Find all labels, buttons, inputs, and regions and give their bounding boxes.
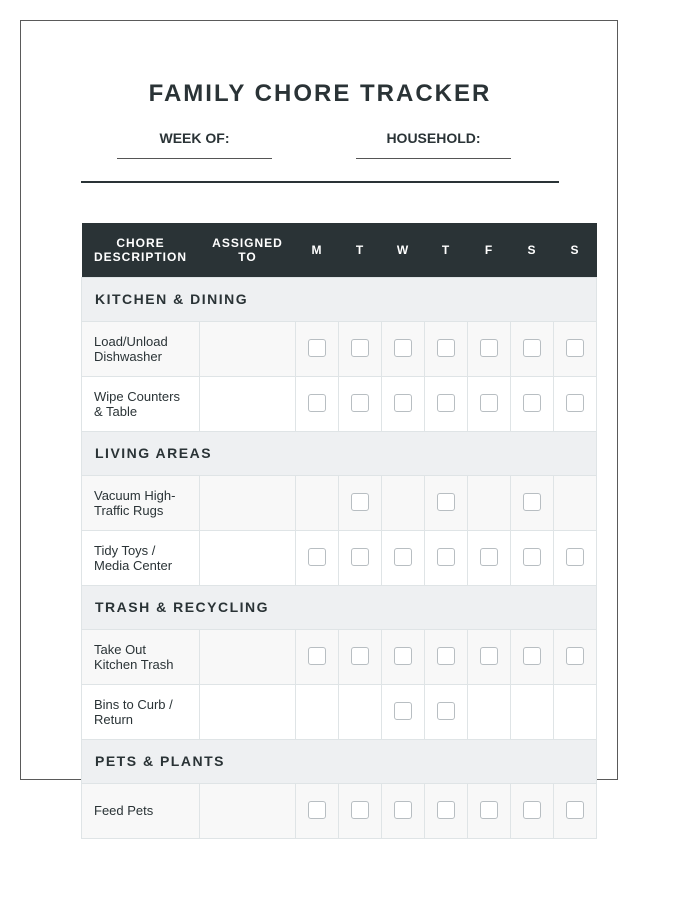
chore-label: Wipe Counters & Table	[82, 376, 200, 431]
day-cell-tue	[339, 376, 382, 431]
page-title: FAMILY CHORE TRACKER	[148, 80, 492, 107]
day-cell-fri	[468, 629, 511, 684]
section-title: LIVING AREAS	[82, 431, 597, 475]
checkbox-sun[interactable]	[566, 647, 584, 665]
column-header-mon: M	[296, 223, 339, 277]
day-cell-mon	[296, 376, 339, 431]
chore-table-body	[82, 277, 597, 838]
checkbox-thu[interactable]	[437, 702, 455, 720]
day-cell-mon	[296, 684, 339, 739]
checkbox-thu[interactable]	[437, 339, 455, 357]
day-cell-sat	[511, 684, 554, 739]
checkbox-sun[interactable]	[566, 394, 584, 412]
day-cell-fri	[468, 376, 511, 431]
day-cell-mon	[296, 475, 339, 530]
checkbox-mon[interactable]	[308, 394, 326, 412]
checkbox-tue[interactable]	[351, 647, 369, 665]
day-cell-sun	[554, 684, 597, 739]
chore-table-container	[81, 223, 597, 818]
day-cell-thu	[425, 530, 468, 585]
day-cell-sun	[554, 321, 597, 376]
checkbox-wed[interactable]	[394, 647, 412, 665]
column-header-assigned: ASSIGNED TO	[200, 223, 296, 277]
column-header-sat: S	[511, 223, 554, 277]
checkbox-sat[interactable]	[523, 493, 541, 511]
column-header-fri: F	[468, 223, 511, 277]
day-cell-thu	[425, 629, 468, 684]
checkbox-mon[interactable]	[308, 647, 326, 665]
checkbox-wed[interactable]	[394, 394, 412, 412]
checkbox-thu[interactable]	[437, 394, 455, 412]
column-header-thu: T	[425, 223, 468, 277]
chore-row	[82, 376, 597, 431]
week-of-field[interactable]	[117, 158, 272, 159]
day-cell-sat	[511, 629, 554, 684]
checkbox-fri[interactable]	[480, 801, 498, 819]
chore-row	[82, 530, 597, 585]
day-cell-fri	[468, 684, 511, 739]
day-cell-mon	[296, 321, 339, 376]
checkbox-tue[interactable]	[351, 548, 369, 566]
day-cell-fri	[468, 321, 511, 376]
household-label: HOUSEHOLD:	[386, 130, 481, 146]
assigned-to-cell[interactable]	[200, 321, 296, 376]
chore-row	[82, 475, 597, 530]
checkbox-tue[interactable]	[351, 339, 369, 357]
checkbox-fri[interactable]	[480, 339, 498, 357]
checkbox-mon[interactable]	[308, 339, 326, 357]
checkbox-sat[interactable]	[523, 801, 541, 819]
day-cell-tue	[339, 684, 382, 739]
day-cell-tue	[339, 629, 382, 684]
checkbox-thu[interactable]	[437, 548, 455, 566]
day-cell-tue	[339, 321, 382, 376]
day-cell-wed	[382, 783, 425, 838]
assigned-to-cell[interactable]	[200, 475, 296, 530]
chore-label: Take Out Kitchen Trash	[82, 629, 200, 684]
column-header-sun: S	[554, 223, 597, 277]
chore-label: Bins to Curb / Return	[82, 684, 200, 739]
day-cell-fri	[468, 783, 511, 838]
section-header-row	[82, 585, 597, 629]
checkbox-wed[interactable]	[394, 702, 412, 720]
day-cell-wed	[382, 321, 425, 376]
day-cell-mon	[296, 530, 339, 585]
checkbox-sun[interactable]	[566, 548, 584, 566]
chore-row	[82, 321, 597, 376]
day-cell-fri	[468, 530, 511, 585]
day-cell-tue	[339, 783, 382, 838]
chore-label: Vacuum High-Traffic Rugs	[82, 475, 200, 530]
column-header-wed: W	[382, 223, 425, 277]
day-cell-sun	[554, 475, 597, 530]
checkbox-thu[interactable]	[437, 647, 455, 665]
section-title: KITCHEN & DINING	[82, 277, 597, 321]
section-header-row	[82, 739, 597, 783]
section-title: PETS & PLANTS	[82, 739, 597, 783]
household-field[interactable]	[356, 158, 511, 159]
checkbox-wed[interactable]	[394, 548, 412, 566]
day-cell-mon	[296, 783, 339, 838]
day-cell-thu	[425, 783, 468, 838]
checkbox-mon[interactable]	[308, 801, 326, 819]
chore-row	[82, 783, 597, 838]
checkbox-fri[interactable]	[480, 647, 498, 665]
day-cell-thu	[425, 475, 468, 530]
table-header-row	[82, 223, 597, 277]
checkbox-fri[interactable]	[480, 548, 498, 566]
checkbox-sun[interactable]	[566, 801, 584, 819]
day-cell-wed	[382, 376, 425, 431]
day-cell-wed	[382, 629, 425, 684]
assigned-to-cell[interactable]	[200, 530, 296, 585]
checkbox-wed[interactable]	[394, 339, 412, 357]
checkbox-tue[interactable]	[351, 394, 369, 412]
chore-row	[82, 684, 597, 739]
checkbox-tue[interactable]	[351, 801, 369, 819]
section-header-row	[82, 431, 597, 475]
day-cell-sat	[511, 376, 554, 431]
day-cell-sat	[511, 475, 554, 530]
day-cell-thu	[425, 376, 468, 431]
column-header-tue: T	[339, 223, 382, 277]
day-cell-sat	[511, 783, 554, 838]
header-divider	[81, 181, 559, 183]
checkbox-sun[interactable]	[566, 339, 584, 357]
day-cell-sun	[554, 783, 597, 838]
section-header-row	[82, 277, 597, 321]
checkbox-fri[interactable]	[480, 394, 498, 412]
section-title: TRASH & RECYCLING	[82, 585, 597, 629]
assigned-to-cell[interactable]	[200, 629, 296, 684]
day-cell-sun	[554, 530, 597, 585]
chore-label: Load/Unload Dishwasher	[82, 321, 200, 376]
day-cell-thu	[425, 321, 468, 376]
checkbox-mon[interactable]	[308, 548, 326, 566]
day-cell-sun	[554, 629, 597, 684]
checkbox-sat[interactable]	[523, 339, 541, 357]
assigned-to-cell[interactable]	[200, 684, 296, 739]
day-cell-thu	[425, 684, 468, 739]
day-cell-tue	[339, 475, 382, 530]
day-cell-wed	[382, 530, 425, 585]
day-cell-wed	[382, 475, 425, 530]
week-of-label: WEEK OF:	[159, 130, 230, 146]
day-cell-sat	[511, 321, 554, 376]
checkbox-sat[interactable]	[523, 647, 541, 665]
day-cell-mon	[296, 629, 339, 684]
column-header-chore: CHORE DESCRIPTION	[82, 223, 200, 277]
checkbox-tue[interactable]	[351, 493, 369, 511]
day-cell-sun	[554, 376, 597, 431]
checkbox-sat[interactable]	[523, 548, 541, 566]
day-cell-wed	[382, 684, 425, 739]
checkbox-wed[interactable]	[394, 801, 412, 819]
chore-label: Tidy Toys / Media Center	[82, 530, 200, 585]
day-cell-sat	[511, 530, 554, 585]
day-cell-fri	[468, 475, 511, 530]
checkbox-thu[interactable]	[437, 801, 455, 819]
assigned-to-cell[interactable]	[200, 376, 296, 431]
chore-row	[82, 629, 597, 684]
chore-table	[81, 223, 597, 839]
checkbox-sat[interactable]	[523, 394, 541, 412]
checkbox-thu[interactable]	[437, 493, 455, 511]
day-cell-tue	[339, 530, 382, 585]
chore-label: Feed Pets	[82, 783, 200, 838]
assigned-to-cell[interactable]	[200, 783, 296, 838]
